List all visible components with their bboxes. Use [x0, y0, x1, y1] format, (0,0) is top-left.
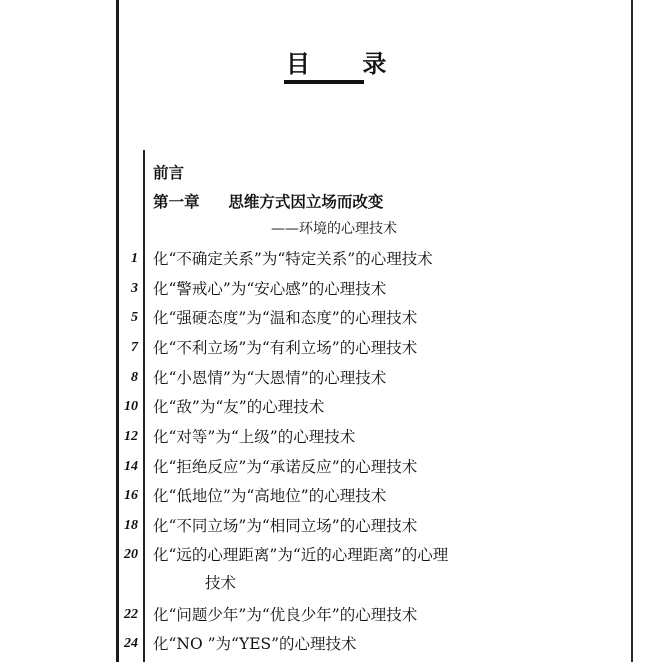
toc-entry: 化“小恩情”为“大恩情”的心理技术	[153, 369, 387, 387]
entry-page-number: 22	[124, 607, 138, 622]
toc-entry: 化“NO ”为“YES”的心理技术	[153, 635, 357, 653]
entry-page-number: 16	[124, 488, 138, 503]
toc-entry: 化“不利立场”为“有利立场”的心理技术	[153, 339, 418, 357]
entry-page-number: 20	[124, 547, 138, 562]
chapter-title: 思维方式因立场而改变	[228, 193, 384, 211]
chapter-subtitle: ——环境的心理技术	[271, 221, 397, 237]
toc-entry-continuation: 技术	[205, 574, 237, 592]
entry-page-number: 14	[124, 459, 138, 474]
entry-page-number: 18	[124, 518, 138, 533]
page-right-border	[631, 0, 633, 662]
entry-page-number: 12	[124, 429, 138, 444]
toc-entry: 化“问题少年”为“优良少年”的心理技术	[153, 606, 418, 624]
toc-entry: 化“不确定关系”为“特定关系”的心理技术	[153, 250, 433, 268]
toc-entry: 化“低地位”为“高地位”的心理技术	[153, 487, 387, 505]
toc-entry: 化“拒绝反应”为“承诺反应”的心理技术	[153, 458, 418, 476]
entry-page-number: 24	[124, 636, 138, 651]
entry-page-number: 5	[131, 310, 138, 325]
toc-entry: 化“警戒心”为“安心感”的心理技术	[153, 280, 387, 298]
title-underline	[284, 80, 364, 84]
preface-heading: 前言	[153, 164, 185, 182]
entry-page-number: 1	[131, 251, 138, 266]
toc-entry: 化“远的心理距离”为“近的心理距离”的心理	[153, 546, 449, 564]
chapter-label: 第一章	[153, 193, 200, 211]
entry-page-number: 3	[131, 281, 138, 296]
entry-page-number: 8	[131, 370, 138, 385]
page-title: 目 录	[286, 50, 409, 78]
toc-vertical-rule	[143, 150, 145, 662]
toc-entry: 化“对等”为“上级”的心理技术	[153, 428, 356, 446]
entry-page-number: 10	[124, 399, 138, 414]
chapter-heading	[153, 193, 383, 211]
toc-entry: 化“强硬态度”为“温和态度”的心理技术	[153, 309, 418, 327]
entry-page-number: 7	[131, 340, 138, 355]
toc-entry: 化“敌”为“友”的心理技术	[153, 398, 325, 416]
toc-entry: 化“不同立场”为“相同立场”的心理技术	[153, 517, 418, 535]
